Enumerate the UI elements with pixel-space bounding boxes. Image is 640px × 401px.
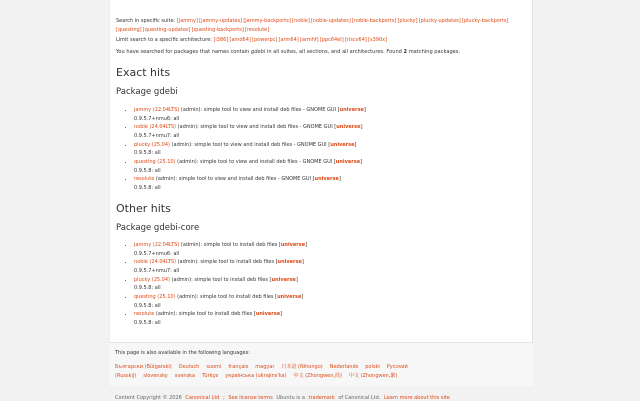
language-link[interactable]: magyar	[255, 364, 275, 370]
result-description: (admin): simple tool to view and install deb files - GNOME GUI [	[176, 124, 337, 131]
result-section-link[interactable]: universe	[335, 158, 361, 165]
result-version: 0.9.5.8: all	[134, 150, 161, 157]
result-item	[134, 241, 307, 258]
language-link[interactable]: 中文 (Zhongwen,繁)	[348, 373, 398, 379]
result-item	[134, 141, 366, 158]
result-version: 0.9.5.8: all	[134, 285, 161, 292]
result-item	[134, 310, 307, 327]
result-section-link[interactable]: universe	[314, 176, 339, 183]
footer: Content Copyright © 2026 Canonical Ltd ; See license terms Ubuntu is a trademark of Canonical Ltd. Learn more about this site	[115, 395, 450, 401]
language-link[interactable]: Русский (Russkij)	[115, 364, 408, 379]
result-item	[134, 258, 307, 275]
footer-of-text: of Canonical Ltd.	[338, 395, 381, 401]
result-bracket: ]	[338, 176, 341, 183]
language-list	[115, 363, 520, 381]
arch-filter-link[interactable]: [powerpc]	[252, 36, 278, 43]
result-suite-link[interactable]: noble (24.04LTS)	[134, 259, 176, 266]
footer-trademark-link[interactable]: trademark	[308, 395, 335, 401]
breadcrumb	[116, 0, 234, 1]
suite-filter-link[interactable]: [noble]	[292, 18, 310, 24]
footer-canonical-link[interactable]: Canonical Ltd	[185, 395, 220, 401]
footer-trademark-text: Ubuntu is a	[276, 395, 305, 401]
summary-query: gdebi	[251, 49, 266, 55]
language-box	[109, 342, 533, 386]
arch-filter-links	[213, 37, 388, 43]
footer-copyright: Content Copyright © 2026	[115, 395, 182, 401]
result-section-link[interactable]: universe	[280, 242, 306, 248]
result-version: 0.9.5.8: all	[134, 302, 161, 309]
result-suite-link[interactable]: jammy (22.04LTS)	[134, 107, 180, 113]
result-bracket: ]	[280, 311, 283, 318]
arch-filter-link[interactable]: [amd64]	[229, 36, 251, 43]
language-intro: This page is also available in the following languages:	[115, 350, 250, 356]
result-item	[134, 276, 307, 293]
language-link[interactable]: 日本語 (Nihongo)	[281, 364, 323, 370]
language-link[interactable]: українська (ukrajins'ka)	[225, 373, 287, 379]
result-version: 0.9.5.8: all	[134, 167, 161, 174]
arch-filter-link[interactable]: [arm64]	[278, 36, 299, 43]
result-suite-link[interactable]: questing (25.10)	[134, 293, 176, 300]
package-gdebi-heading: Package gdebi	[116, 87, 178, 97]
suite-filter-link[interactable]: [plucky-updates]	[418, 18, 461, 24]
other-hits-heading: Other hits	[116, 202, 171, 215]
result-section-link[interactable]: universe	[330, 141, 355, 148]
language-link[interactable]: Türkçe	[202, 373, 219, 379]
suite-filter-label: Search in specific suite:	[116, 18, 176, 24]
result-description: (admin): simple tool to view and install deb files - GNOME GUI [	[169, 141, 331, 148]
language-link[interactable]: Nederlands	[329, 364, 359, 370]
footer-license-link[interactable]: See license terms	[228, 395, 273, 401]
result-suite-link[interactable]: resolute	[134, 176, 155, 183]
result-suite-link[interactable]: noble (24.04LTS)	[134, 124, 176, 131]
arch-filter-label: Limit search to a specific architecture:	[116, 36, 212, 43]
language-link[interactable]: slovensky	[143, 373, 168, 379]
result-bracket: ]	[301, 259, 304, 266]
arch-filter-link[interactable]: [armhf]	[299, 36, 319, 43]
suite-filter-link[interactable]: [jammy]	[176, 18, 198, 24]
result-version: 0.9.5.7+nmu6: all	[134, 115, 180, 122]
result-version: 0.9.5.7+nmu6: all	[134, 250, 180, 257]
result-section-link[interactable]: universe	[277, 293, 302, 300]
result-bracket: ]	[360, 124, 363, 131]
footer-learn-link[interactable]: Learn more about this site	[384, 395, 450, 401]
arch-filter-link[interactable]: [s390x]	[368, 36, 388, 43]
result-item	[134, 106, 366, 123]
result-suite-link[interactable]: plucky (25.04)	[134, 141, 170, 148]
package-gdebi-core-heading: Package gdebi-core	[116, 223, 200, 233]
other-results-list	[116, 241, 307, 327]
result-description: (admin): simple tool to view and install deb files - GNOME GUI [	[175, 158, 336, 165]
result-version: 0.9.5.8: all	[134, 184, 161, 191]
suite-filter-link[interactable]: [resolute]	[245, 27, 270, 34]
result-description: (admin): simple tool to install deb files [	[179, 242, 281, 248]
result-section-link[interactable]: universe	[271, 276, 296, 283]
search-filters	[116, 17, 521, 45]
exact-hits-heading: Exact hits	[116, 66, 171, 79]
summary-middle: in all suites, all sections, and all architectures. Found	[265, 49, 404, 55]
result-description: (admin): simple tool to install deb files [	[169, 276, 272, 283]
result-item	[134, 123, 366, 140]
suite-filter-link[interactable]: [noble-updates]	[310, 18, 351, 24]
suite-filter-link[interactable]: [questing-updates]	[142, 27, 191, 34]
result-section-link[interactable]: universe	[339, 107, 364, 113]
result-item	[134, 293, 307, 310]
language-link[interactable]: 中文 (Zhongwen,简)	[293, 373, 342, 379]
result-description: (admin): simple tool to install deb files [	[176, 259, 278, 266]
result-description: (admin): simple tool to view and install deb files - GNOME GUI [	[154, 176, 315, 183]
language-link[interactable]: Български (Bŭlgarski)	[115, 364, 172, 370]
result-item	[134, 158, 366, 175]
breadcrumb-ubuntu[interactable]	[116, 0, 134, 1]
suite-filter-link[interactable]: [jammy-updates]	[199, 18, 243, 24]
main-content	[109, 0, 533, 342]
summary-suffix: matching packages.	[407, 49, 461, 55]
suite-filter-link[interactable]: [jammy-backports]	[243, 18, 291, 24]
language-link[interactable]: svenska	[174, 373, 196, 379]
suite-filter-links	[116, 18, 510, 33]
arch-filter-link[interactable]: [ppc64el]	[319, 36, 344, 43]
result-section-link[interactable]: universe	[277, 259, 302, 266]
breadcrumb-packages[interactable]	[142, 0, 165, 1]
result-bracket: ]	[295, 276, 298, 283]
breadcrumb-current	[173, 0, 232, 1]
language-link[interactable]: polski	[365, 364, 380, 370]
suite-filter-link[interactable]: [noble-backports]	[351, 18, 397, 24]
result-suite-link[interactable]: plucky (25.04)	[134, 276, 170, 283]
arch-filter-link[interactable]: [riscv64]	[344, 36, 367, 43]
language-link[interactable]: français	[228, 364, 249, 370]
result-bracket: ]	[360, 158, 363, 165]
result-description: (admin): simple tool to view and install deb files - GNOME GUI [	[179, 107, 340, 113]
suite-filter-link[interactable]: [questing]	[116, 27, 142, 34]
result-bracket: ]	[301, 293, 304, 300]
result-description: (admin): simple tool to install deb files [	[154, 311, 256, 318]
language-link[interactable]: Deutsch	[178, 364, 200, 370]
result-version: 0.9.5.7+nmu7: all	[134, 268, 180, 274]
result-bracket: ]	[305, 242, 308, 248]
result-section-link[interactable]: universe	[255, 311, 281, 318]
result-item	[134, 175, 366, 192]
arch-filter-link[interactable]: [i386]	[213, 36, 229, 43]
result-suite-link[interactable]: resolute	[134, 311, 155, 318]
summary-count: 2	[403, 49, 408, 55]
result-section-link[interactable]: universe	[336, 124, 361, 131]
suite-filter-link[interactable]: [plucky]	[397, 18, 418, 24]
exact-results-list	[116, 106, 366, 192]
suite-filter-link[interactable]: [questing-backports]	[191, 27, 244, 34]
summary-prefix: You have searched for packages that names contain	[116, 49, 252, 55]
result-suite-link[interactable]: questing (25.10)	[134, 158, 176, 165]
suite-filter-link[interactable]: [plucky-backports]	[461, 18, 509, 24]
result-suite-link[interactable]: jammy (22.04LTS)	[134, 242, 180, 248]
result-version: 0.9.5.8: all	[134, 319, 161, 326]
result-bracket: ]	[363, 107, 366, 113]
result-bracket: ]	[354, 141, 357, 148]
result-description: (admin): simple tool to install deb files [	[175, 293, 278, 300]
search-summary	[116, 49, 460, 55]
result-version: 0.9.5.7+nmu7: all	[134, 133, 180, 139]
language-link[interactable]: suomi	[206, 364, 222, 370]
